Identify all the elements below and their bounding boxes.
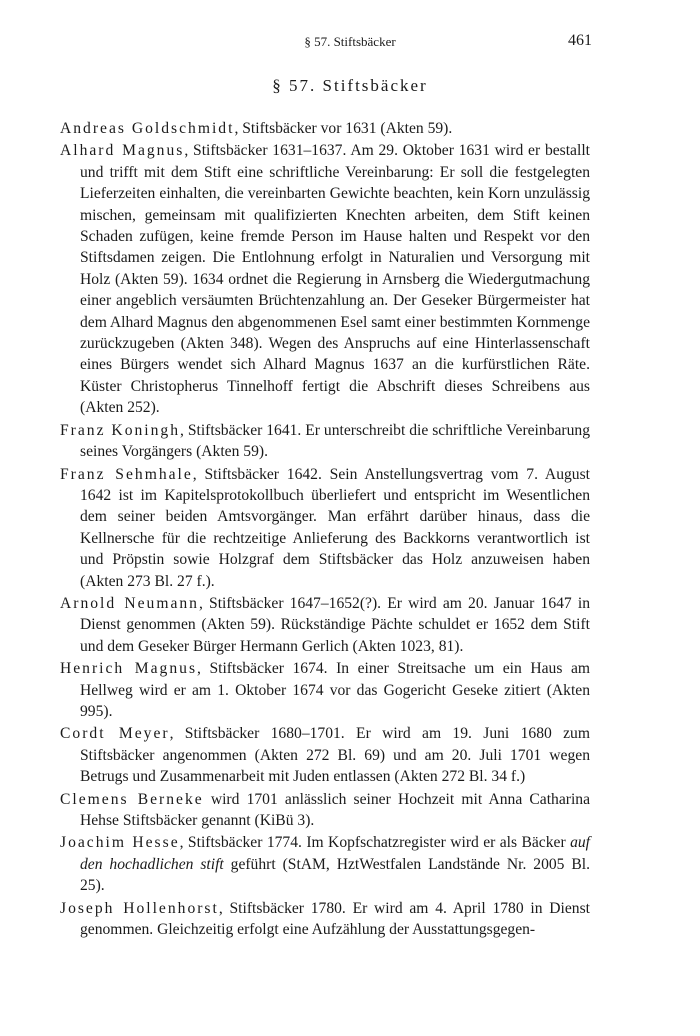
entry-henrich-magnus bbox=[60, 658, 590, 722]
entry-text: , Stiftsbäcker 1642. Sein Anstellungsvertrag vom 7. August 1642 ist im Kapitelsprotokollbuch überliefert und entspricht im Wesentlichen dem seiner beiden Amtsvorgänger. Man erfährt darüber hinaus, dass die Kellnersche für die rechtzeitige Anlieferung des Backkorns verantwortlich ist und Pröpstin sowie Holzgraf dem Stiftsbäcker das Holz anzuweisen haben (Akten 273 Bl. 27 f.). bbox=[80, 465, 590, 590]
entry-text: , Stiftsbäcker 1647–1652(?). Er wird am 20. Januar 1647 in Dienst genommen (Akten 59). Rückständige Pächte schuldet er 1652 dem Stift und dem Geseker Bürger Hermann Gerlich (Akten 1023, 81). bbox=[80, 594, 591, 655]
entry-koningh bbox=[60, 420, 590, 463]
entry-list bbox=[60, 118, 590, 941]
entry-name: Arnold Neumann bbox=[60, 594, 199, 612]
entry-text: , Stiftsbäcker vor 1631 (Akten 59). bbox=[234, 120, 453, 137]
entry-name: Alhard Magnus bbox=[60, 142, 185, 160]
entry-text-after: geführt (StAM, HztWestfalen Landstände Nr. 2005 Bl. 25). bbox=[80, 855, 590, 895]
section-title: § 57. Stiftsbäcker bbox=[272, 76, 428, 95]
entry-goldschmidt bbox=[60, 118, 590, 139]
entry-text: , Stiftsbäcker 1780. Er wird am 4. April 1780 in Dienst genommen. Gleichzeitig erfolgt eine Aufzählung der Ausstattungsgegen- bbox=[80, 899, 590, 939]
entry-name: Joseph Hollenhorst bbox=[60, 899, 219, 917]
entry-name: Cordt Meyer bbox=[60, 725, 170, 743]
entry-text: wird 1701 anlässlich seiner Hochzeit mit Anna Catharina Hehse Stiftsbäcker genannt (KiBü 3). bbox=[80, 790, 591, 829]
entry-neumann bbox=[60, 593, 590, 657]
entry-sehmhale bbox=[60, 464, 590, 592]
entry-alhard-magnus bbox=[60, 140, 590, 418]
entry-name: Andreas Goldschmidt bbox=[60, 120, 235, 137]
entry-berneke bbox=[60, 789, 590, 832]
entry-italic-text: auf den hochadlichen stift bbox=[80, 834, 590, 873]
entry-text: , Stiftsbäcker 1674. In einer Streitsache um ein Haus am Hellweg wird er am 1. Oktober 1674 vor das Gogericht Geseke zitiert (Akten 995). bbox=[80, 660, 590, 720]
running-head: § 57. Stiftsbäcker bbox=[304, 34, 396, 49]
entry-text: , Stiftsbäcker 1631–1637. Am 29. Oktober 1631 wird er bestallt und trifft mit dem Stift eine schriftliche Vereinbarung: Er soll die festgelegten Lieferzeiten einhalten, die vereinbarten Gewichte beachten, kein Korn unzulässig mischen, gemeinsam mit qualifizierten Knechten arbeiten, dem Stift keinen Schaden zufügen, keine fremde Person im Hause halten und Respekt vor den Stiftsdamen zeigen. Die Entlohnung erfolgt in Naturalien und Versorgung mit Holz (Akten 59). 1634 ordnet die Regierung in Arnsberg die Wiedergutmachung einer angeblich versäumten Brüchtenzahlung an. Der Geseker Bürgermeister hat dem Alhard Magnus den abgenommenen Esel samt einer bestimmten Kornmenge zurückzugeben (Akten 348). Wegen des Anspruchs auf eine Hinterlassenschaft eines Bürgers wendet sich Alhard Magnus 1637 an die kurfürstlichen Räte. Küster Christopherus Tinnelhoff fertigt die Abschrift dieses Schreibens aus (Akten 252). bbox=[80, 142, 590, 417]
entry-hollenhorst bbox=[60, 898, 590, 941]
entry-text: , Stiftsbäcker 1680–1701. Er wird am 19. Juni 1680 zum Stiftsbäcker angenommen (Akten 272 Bl. 69) und am 20. Juli 1701 wegen Betrugs und Zusammenarbeit mit Juden entlassen (Akten 272 Bl. 34 f.) bbox=[80, 725, 590, 786]
page-number: 461 bbox=[568, 32, 592, 49]
entry-meyer bbox=[60, 723, 590, 787]
entry-name: Franz Koningh bbox=[60, 421, 181, 439]
entry-name: Clemens Berneke bbox=[60, 790, 204, 808]
entry-hesse bbox=[60, 832, 590, 896]
entry-text: , Stiftsbäcker 1774. Im Kopfschatzregister wird er als Bäcker bbox=[179, 834, 571, 852]
entry-text: , Stiftsbäcker 1641. Er unterschreibt die schriftliche Vereinbarung seines Vorgängers (Akten 59). bbox=[80, 421, 590, 461]
entry-name: Franz Sehmhale bbox=[60, 465, 193, 483]
entry-name: Henrich Magnus bbox=[60, 660, 198, 678]
entry-name: Joachim Hesse bbox=[60, 834, 180, 852]
